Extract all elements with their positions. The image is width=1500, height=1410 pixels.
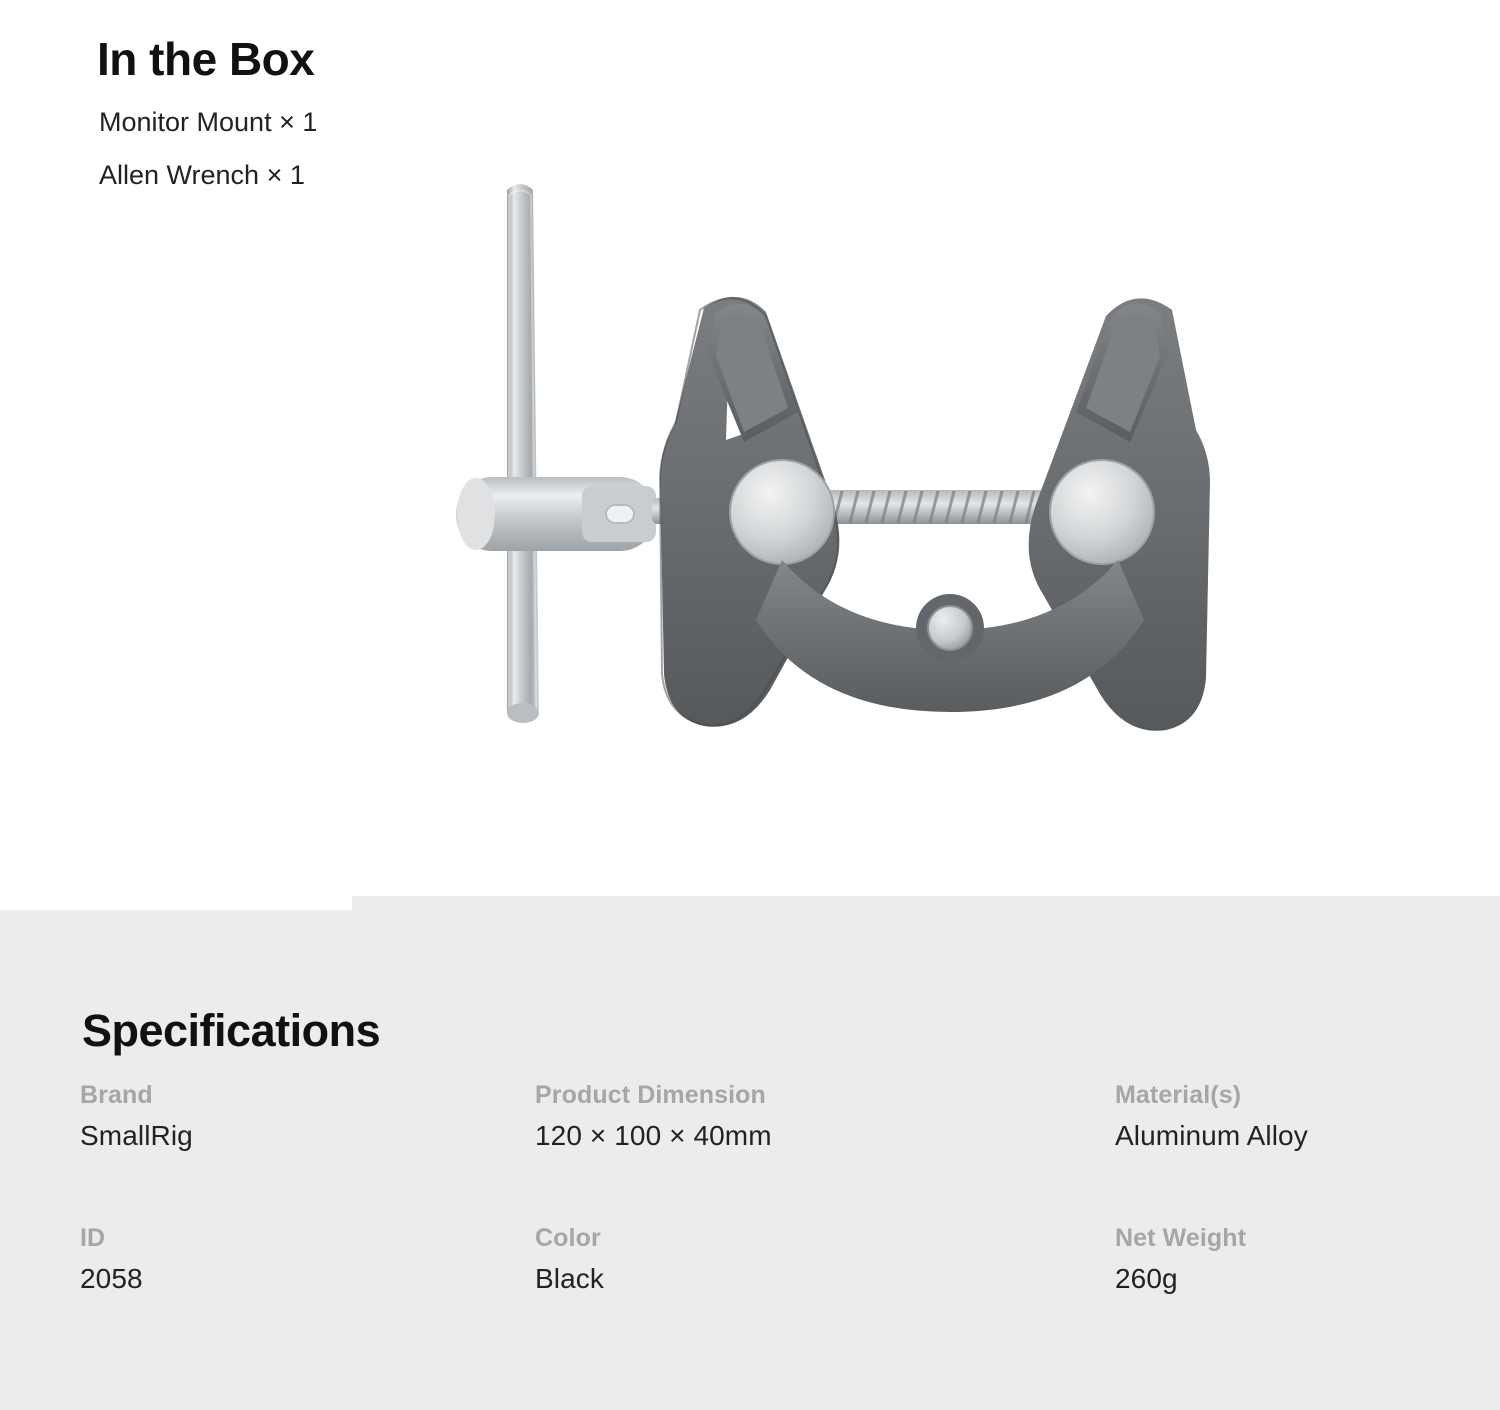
spec-item-color [535,1224,1115,1295]
spec-item-id [80,1224,535,1295]
t-handle [456,477,656,551]
spec-label: Net Weight [1115,1224,1247,1252]
list-item: Monitor Mount × 1 [99,107,318,137]
spec-label: Color [535,1224,601,1252]
allen-wrench-icon [507,184,539,723]
in-the-box-list [99,96,317,201]
spec-item-product-dimension [535,1081,1115,1152]
spec-label: Brand [80,1081,153,1109]
in-the-box-title: In the Box [97,32,315,85]
spec-item-net-weight [1115,1224,1420,1295]
specifications-title: Specifications [82,1005,381,1057]
spec-value: Aluminum Alloy [1115,1120,1308,1151]
spec-label: ID [80,1224,106,1252]
spec-value: Black [535,1263,604,1294]
product-image [430,160,1310,780]
spec-value: 260g [1115,1263,1178,1294]
spec-item-materials [1115,1081,1420,1152]
specifications-grid [80,1081,1420,1295]
list-item: Allen Wrench × 1 [99,159,305,190]
spec-label: Product Dimension [535,1081,766,1109]
specifications-section [0,896,1500,1410]
spec-value: 120 × 100 × 40mm [535,1120,772,1151]
spec-label: Material(s) [1115,1081,1242,1109]
spec-item-brand [80,1081,535,1152]
section-notch [0,896,352,910]
super-clamp-illustration [430,160,1310,780]
spec-value: SmallRig [80,1120,193,1151]
spec-value: 2058 [80,1263,143,1294]
